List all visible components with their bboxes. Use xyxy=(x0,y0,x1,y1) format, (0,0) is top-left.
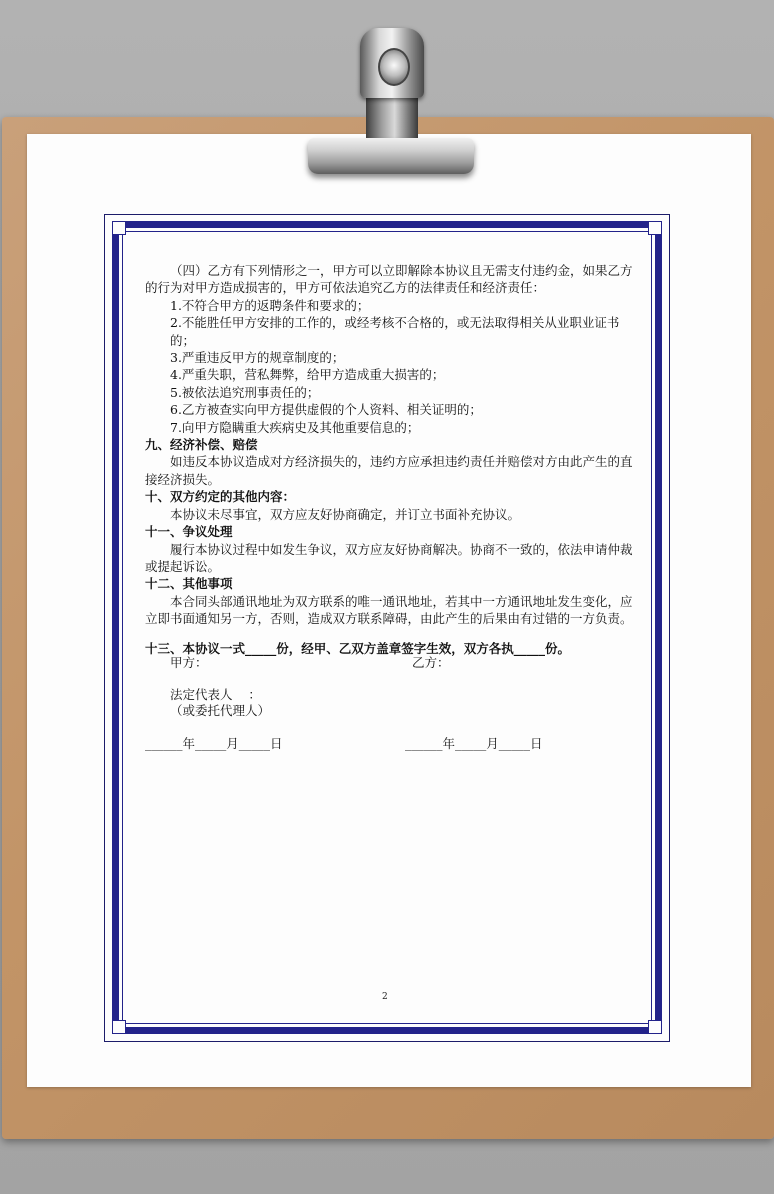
section-body: 本合同头部通讯地址为双方联系的唯一通讯地址，若其中一方通讯地址发生变化，应立即书面通知另一方，否则，造成双方联系障碍，由此产生的后果由有过错的一方负责。 xyxy=(145,593,633,627)
party-a-label: 甲方： xyxy=(170,655,208,670)
agent-label: （或委托代理人） xyxy=(170,703,271,718)
clip-hole xyxy=(378,48,410,86)
document-body xyxy=(145,262,635,657)
list-item: 5.被依法追究刑事责任的； xyxy=(170,384,320,400)
list-item: 7.向甲方隐瞒重大疾病史及其他重要信息的； xyxy=(170,419,420,435)
section-13-heading: 十三、本协议一式_____份，经甲、乙双方盖章签字生效，双方各执_____份。 xyxy=(145,640,571,656)
date-line-party-b: ______年_____月_____日 xyxy=(405,736,543,751)
party-b-label: 乙方： xyxy=(412,655,450,670)
frame-corner-top-right xyxy=(648,221,662,235)
list-item: 4.严重失职，营私舞弊，给甲方造成重大损害的； xyxy=(170,367,445,383)
page-number: 2 xyxy=(382,992,388,1002)
section-heading: 十一、争议处理 xyxy=(145,524,233,540)
section-body: 履行本协议过程中如发生争议，双方应友好协商解决。协商不一致的，依法申请仲裁或提起诉讼。 xyxy=(145,541,633,574)
binder-clip-icon xyxy=(308,138,474,174)
list-item: 2.不能胜任甲方安排的工作的，或经考核不合格的，或无法取得相关从业职业证书的； xyxy=(170,315,620,348)
clip-stem xyxy=(366,92,418,142)
frame-corner-bottom-right xyxy=(648,1020,662,1034)
section-heading: 九、经济补偿、赔偿 xyxy=(145,437,258,453)
frame-corner-top-left xyxy=(112,221,126,235)
section-heading: 十、双方约定的其他内容： xyxy=(145,489,296,505)
date-line-party-a: ______年_____月_____日 xyxy=(145,736,283,751)
list-item: 1.不符合甲方的返聘条件和要求的； xyxy=(170,297,370,313)
section-body: 如违反本协议造成对方经济损失的，违约方应承担违约责任并赔偿对方由此产生的直接经济损失。 xyxy=(145,454,633,487)
intro-paragraph: （四）乙方有下列情形之一，甲方可以立即解除本协议且无需支付违约金，如果乙方的行为对甲方造成损害的，甲方可依法追究乙方的法律责任和经济责任： xyxy=(145,263,633,296)
section-heading: 十二、其他事项 xyxy=(145,576,233,592)
list-item: 3.严重违反甲方的规章制度的； xyxy=(170,350,345,366)
frame-corner-bottom-left xyxy=(112,1020,126,1034)
section-body: 本协议未尽事宜，双方应友好协商确定，并订立书面补充协议。 xyxy=(170,506,521,522)
legal-representative-label: 法定代表人 ： xyxy=(170,687,261,702)
list-item: 6.乙方被查实向甲方提供虚假的个人资料、相关证明的； xyxy=(170,402,482,418)
